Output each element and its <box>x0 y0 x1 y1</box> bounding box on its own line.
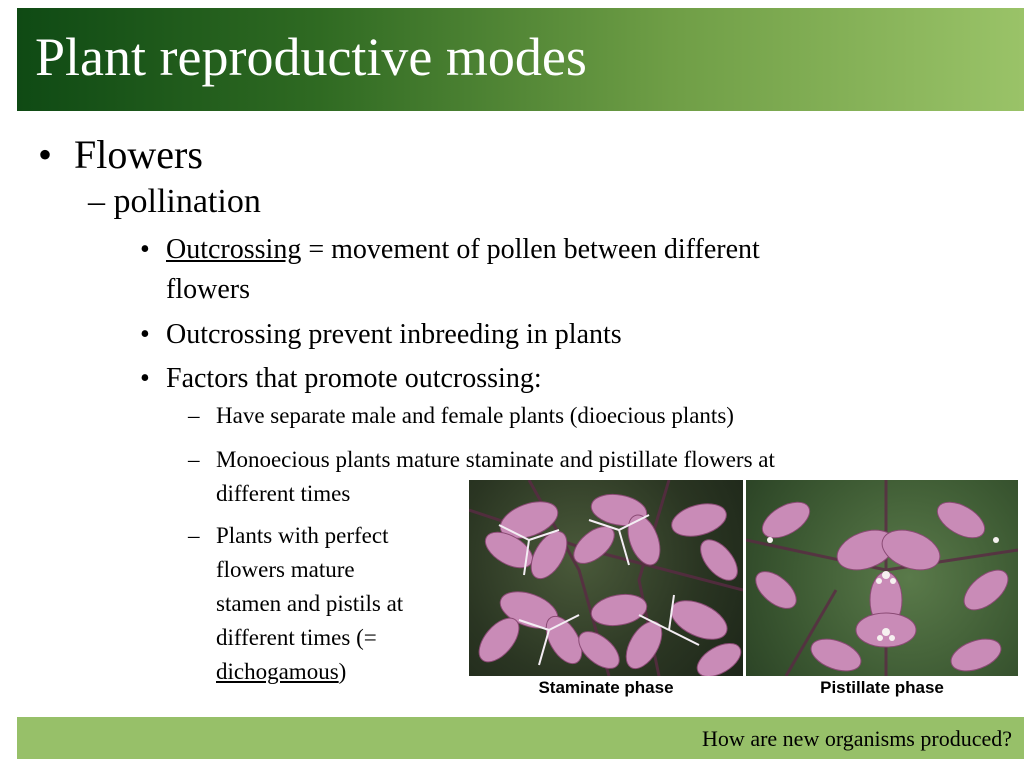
flower-photo <box>469 480 1018 700</box>
slide-title: Plant reproductive modes <box>35 27 587 87</box>
bullet-marker: • <box>140 319 150 350</box>
bullet-marker: • <box>140 363 150 394</box>
factor-text-line1: Monoecious plants mature staminate and pistillate flowers at <box>216 447 775 472</box>
outcrossing-term: Outcrossing <box>166 234 302 265</box>
dash-marker: – <box>188 523 200 548</box>
factor-text-line2: different times <box>216 481 351 506</box>
closing-paren: ) <box>338 659 347 684</box>
bullet-text: Outcrossing prevent inbreeding in plants <box>166 319 622 350</box>
factor-text <box>216 519 403 689</box>
staminate-phase-caption: Staminate phase <box>538 678 674 697</box>
factor-text-line1: Plants with perfect <box>216 523 389 548</box>
footer-bar <box>17 717 1024 759</box>
subbullet-pollination: – pollination <box>88 183 261 220</box>
pistillate-flowers-illustration <box>746 480 1018 676</box>
bullet-marker: • <box>140 234 150 265</box>
factor-text-line2: flowers mature <box>216 557 355 582</box>
factor-text-line4: different times (= <box>216 625 377 650</box>
bullet-text <box>166 230 760 310</box>
factor-text: Have separate male and female plants (dioecious plants) <box>216 403 734 428</box>
definition-text-line2: flowers <box>166 274 250 305</box>
staminate-phase-image <box>469 480 743 676</box>
dash-marker: – <box>188 447 200 472</box>
bullet-text: Flowers <box>74 132 203 177</box>
definition-text: = movement of pollen between different <box>301 234 760 265</box>
staminate-flowers-illustration <box>469 480 743 676</box>
pistillate-phase-caption: Pistillate phase <box>820 678 944 697</box>
pistillate-phase-image <box>746 480 1018 676</box>
factor-text-line3: stamen and pistils at <box>216 591 404 616</box>
bullet-text: Factors that promote outcrossing: <box>166 363 542 394</box>
dichogamous-term: dichogamous <box>216 659 339 684</box>
bullet-marker: • <box>38 132 53 177</box>
footer-text: How are new organisms produced? <box>702 726 1012 751</box>
dash-marker: – <box>188 403 200 428</box>
